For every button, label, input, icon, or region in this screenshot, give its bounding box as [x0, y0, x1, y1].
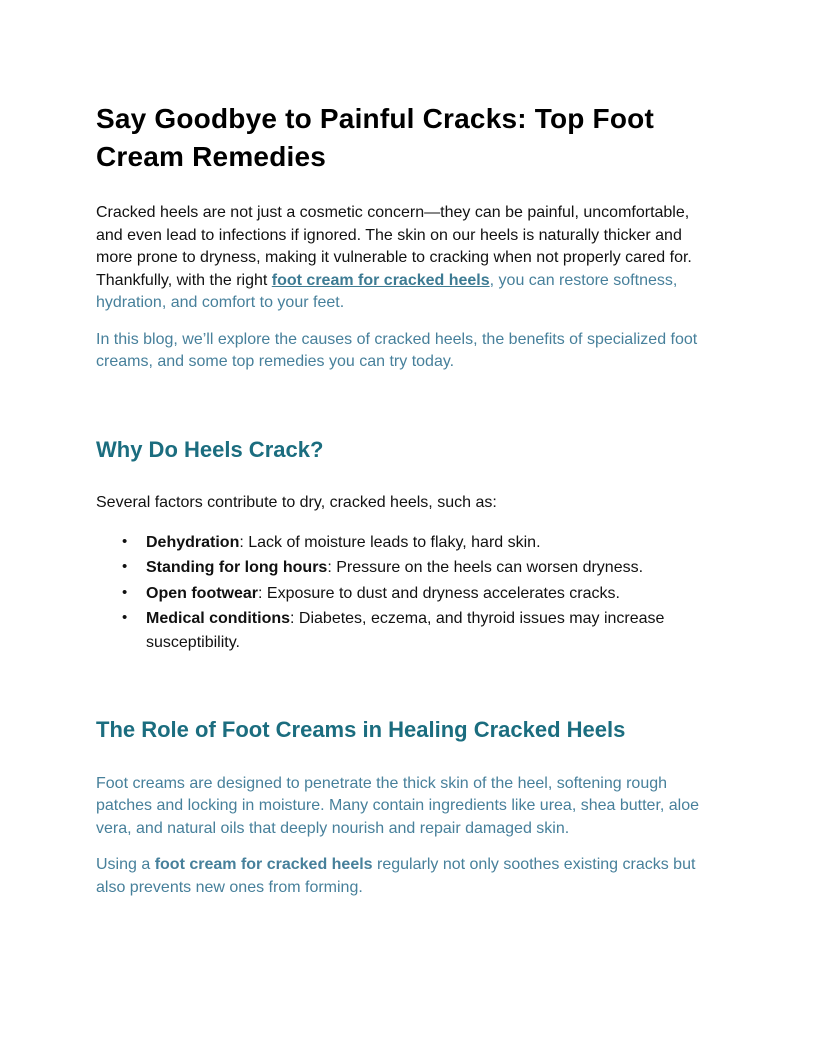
text-segment: : Lack of moisture leads to flaky, hard skin.	[239, 533, 541, 551]
text-segment: : Exposure to dust and dryness accelerates cracks.	[258, 584, 620, 602]
text-segment: Medical conditions	[146, 610, 291, 628]
text-segment: Cracked heels are not just a cosmetic concern—they can be painful, uncomfortable, and even lead to infections if ignored. The skin on our heels is naturally thicker and more prone to dryness, making it vulnerable to cracking when not properly cared for. Thankfully, with the right	[96, 204, 692, 289]
bullet-icon: •	[122, 532, 128, 550]
list-item-text	[146, 585, 620, 602]
text-segment: Using a	[96, 856, 155, 874]
text-segment: foot cream for cracked heels	[154, 856, 373, 874]
intro-paragraph	[96, 202, 720, 315]
list-item	[122, 556, 682, 580]
text-segment: : Diabetes, eczema, and thyroid issues may increase susceptibility.	[146, 610, 665, 651]
factors-lead-paragraph: Several factors contribute to dry, cracked heels, such as:	[96, 494, 497, 512]
text-segment: Standing for long hours	[146, 559, 328, 577]
text-segment: regularly not only soothes existing cracks but also prevents new ones from forming.	[96, 856, 696, 896]
bullet-icon: •	[122, 609, 128, 627]
overview-paragraph	[96, 329, 720, 374]
bullet-icon: •	[122, 583, 128, 601]
text-segment: Open footwear	[146, 584, 259, 602]
factors-list	[96, 531, 720, 655]
list-item-text	[146, 610, 664, 651]
text-segment: , you can restore softness, hydration, and comfort to your feet.	[96, 271, 678, 312]
text-segment: Foot creams are designed to penetrate the thick skin of the heel, softening rough patches and locking in moisture. Many contain ingredients like urea, shea butter, aloe vera, and natural oils that deeply nourish and repair damaged skin.	[96, 774, 700, 837]
list-item-text	[146, 534, 541, 551]
text-segment: : Pressure on the heels can worsen dryness.	[327, 559, 644, 577]
text-segment: Dehydration	[146, 533, 240, 551]
list-item-text	[146, 559, 643, 576]
article-title: Say Goodbye to Painful Cracks: Top Foot Cream Remedies	[96, 103, 654, 173]
role-paragraph-2	[96, 854, 720, 899]
role-paragraph-1	[96, 773, 720, 841]
list-item	[122, 582, 682, 606]
inline-text-link[interactable]: foot cream for cracked heels	[271, 271, 490, 289]
list-item	[122, 531, 682, 555]
section-heading-role-of-foot-creams: The Role of Foot Creams in Healing Cracked Heels	[96, 717, 626, 743]
bullet-icon: •	[122, 558, 128, 576]
section-heading-why-heels-crack: Why Do Heels Crack?	[96, 436, 324, 462]
list-item	[122, 607, 682, 654]
text-segment: In this blog, we’ll explore the causes of cracked heels, the benefits of specialized foot creams, and some top remedies you can try today.	[96, 330, 698, 371]
